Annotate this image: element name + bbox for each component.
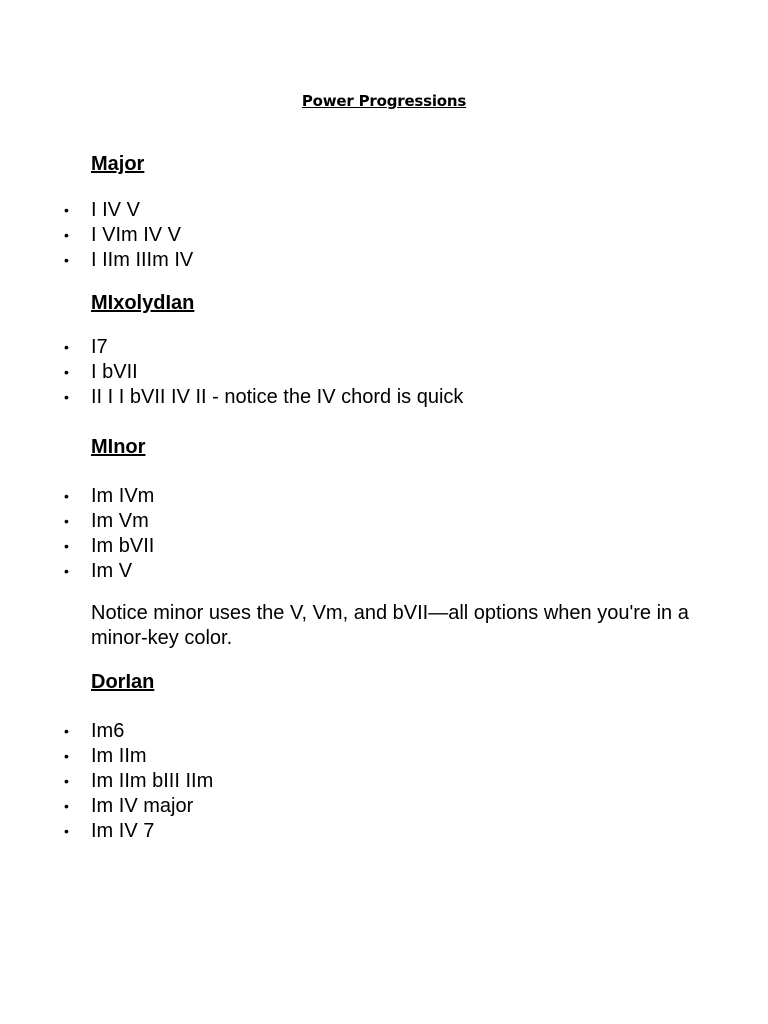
bullet-icon: • — [64, 723, 69, 739]
list-item: • Im IV major — [64, 795, 194, 817]
bullet-icon: • — [64, 252, 69, 268]
section-heading-major: Major — [91, 153, 145, 175]
list-major — [0, 198, 193, 273]
list-item: • Im IV 7 — [64, 820, 155, 842]
bullet-icon: • — [64, 748, 69, 764]
list-minor — [0, 484, 154, 584]
list-item: • Im bVII — [64, 535, 155, 557]
list-item: • I IV V — [64, 199, 140, 221]
bullet-icon: • — [64, 389, 69, 405]
list-item: • Im6 — [64, 720, 125, 742]
bullet-icon: • — [64, 563, 69, 579]
list-item: • I IIm IIIm IV — [64, 249, 194, 271]
bullet-icon: • — [64, 798, 69, 814]
bullet-icon: • — [64, 773, 69, 789]
list-mixolydian — [0, 335, 463, 410]
bullet-icon: • — [64, 339, 69, 355]
bullet-icon: • — [64, 513, 69, 529]
list-item: • I bVII — [64, 361, 138, 383]
list-item: • Im Vm — [64, 510, 149, 532]
list-item: • II I I bVII IV II - notice the IV chord is quick — [64, 386, 464, 408]
list-item: • I7 — [64, 336, 108, 358]
section-heading-dorian: DorIan — [91, 671, 155, 693]
bullet-icon: • — [64, 364, 69, 380]
list-item: • Im IIm — [64, 745, 147, 767]
list-item: • Im IIm bIII IIm — [64, 770, 214, 792]
list-item: • I VIm IV V — [64, 224, 182, 246]
document-title: Power Progressions — [301, 92, 467, 110]
section-heading-minor: MInor — [91, 436, 146, 458]
list-item: • Im IVm — [64, 485, 155, 507]
bullet-icon: • — [64, 538, 69, 554]
section-heading-mixolydian: MIxolydIan — [91, 292, 195, 314]
bullet-icon: • — [64, 823, 69, 839]
bullet-icon: • — [64, 227, 69, 243]
list-dorian — [0, 719, 213, 844]
list-item: • Im V — [64, 560, 133, 582]
minor-note-paragraph: Notice minor uses the V, Vm, and bVII—all options when you're in a minor-key color. — [91, 602, 689, 649]
bullet-icon: • — [64, 488, 69, 504]
bullet-icon: • — [64, 202, 69, 218]
